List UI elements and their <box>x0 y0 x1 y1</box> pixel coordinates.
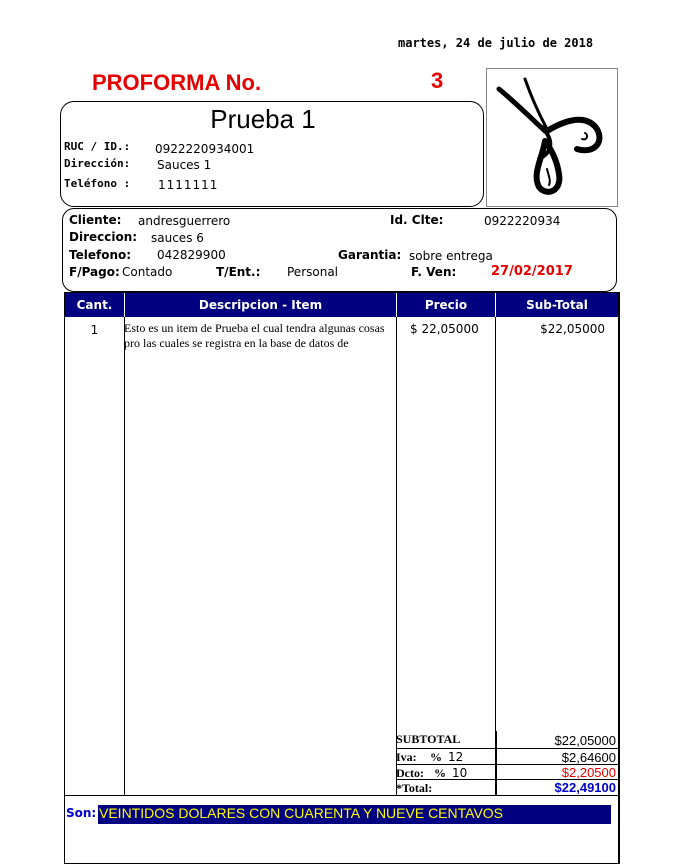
phone-label: Teléfono : <box>64 177 131 190</box>
address-label: Dirección: <box>64 157 131 170</box>
total-value: $22,49100 <box>554 780 616 795</box>
iva-percent: 12 <box>448 750 464 764</box>
row-price: $ 22,05000 <box>410 322 479 336</box>
payment-label: F/Pago: <box>69 265 120 279</box>
row-quantity: 1 <box>90 323 99 337</box>
company-name: Prueba 1 <box>210 104 316 134</box>
company-logo <box>486 68 618 207</box>
items-table <box>64 292 620 864</box>
ruc-label: RUC / ID.: <box>64 140 131 153</box>
header-description: Descripcion - Item <box>125 293 396 317</box>
iva-label: Iva: <box>396 750 417 764</box>
ruc-value: 0922220934001 <box>155 142 255 156</box>
header-subtotal: Sub-Total <box>496 293 618 317</box>
address-value: Sauces 1 <box>157 158 212 172</box>
document-date: martes, 24 de julio de 2018 <box>398 36 594 50</box>
iva-percent-sign: % <box>430 750 442 764</box>
client-name: andresguerrero <box>138 214 231 228</box>
iva-value: $2,64600 <box>561 750 616 765</box>
table-bottom-line <box>65 795 618 796</box>
row-subtotal: $22,05000 <box>540 322 605 336</box>
phone-value: 1111111 <box>158 178 219 192</box>
scissors-icon <box>487 69 617 206</box>
column-divider <box>124 317 125 795</box>
guarantee-label: Garantia: <box>338 248 402 262</box>
delivery-label: T/Ent.: <box>216 265 261 279</box>
header-price: Precio <box>397 293 495 317</box>
due-date-value: 27/02/2017 <box>491 264 573 279</box>
amount-in-words: VEINTIDOS DOLARES CON CUARENTA Y NUEVE CENTAVOS <box>99 805 504 821</box>
totals-block <box>396 731 618 795</box>
proforma-number: 3 <box>431 68 444 93</box>
client-phone-label: Telefono: <box>69 248 132 262</box>
client-phone: 042829900 <box>157 248 226 262</box>
discount-value: $2,20500 <box>561 765 616 780</box>
due-date-label: F. Ven: <box>411 265 457 279</box>
row-description: Esto es un item de Prueba el cual tendra algunas cosas pro las cuales se registra en la base de datos de <box>124 321 385 350</box>
guarantee-value: sobre entrega <box>409 249 493 263</box>
client-label: Cliente: <box>69 213 122 227</box>
client-address: sauces 6 <box>151 231 204 245</box>
payment-value: Contado <box>122 265 173 279</box>
client-id-label: Id. Clte: <box>390 213 444 227</box>
discount-label: Dcto: <box>396 766 424 780</box>
amount-in-words-label: Son: <box>66 806 97 820</box>
column-divider <box>396 317 397 795</box>
delivery-value: Personal <box>287 265 339 279</box>
discount-percent-sign: % <box>434 766 446 780</box>
column-divider <box>495 317 496 795</box>
client-address-label: Direccion: <box>69 230 138 244</box>
discount-percent: 10 <box>452 766 468 780</box>
client-id: 0922220934 <box>484 214 561 228</box>
total-label: *Total: <box>396 781 433 795</box>
subtotal-label: SUBTOTAL <box>396 732 461 746</box>
subtotal-value: $22,05000 <box>554 733 616 748</box>
header-quantity: Cant. <box>65 293 124 317</box>
proforma-title: PROFORMA No. <box>92 70 262 95</box>
